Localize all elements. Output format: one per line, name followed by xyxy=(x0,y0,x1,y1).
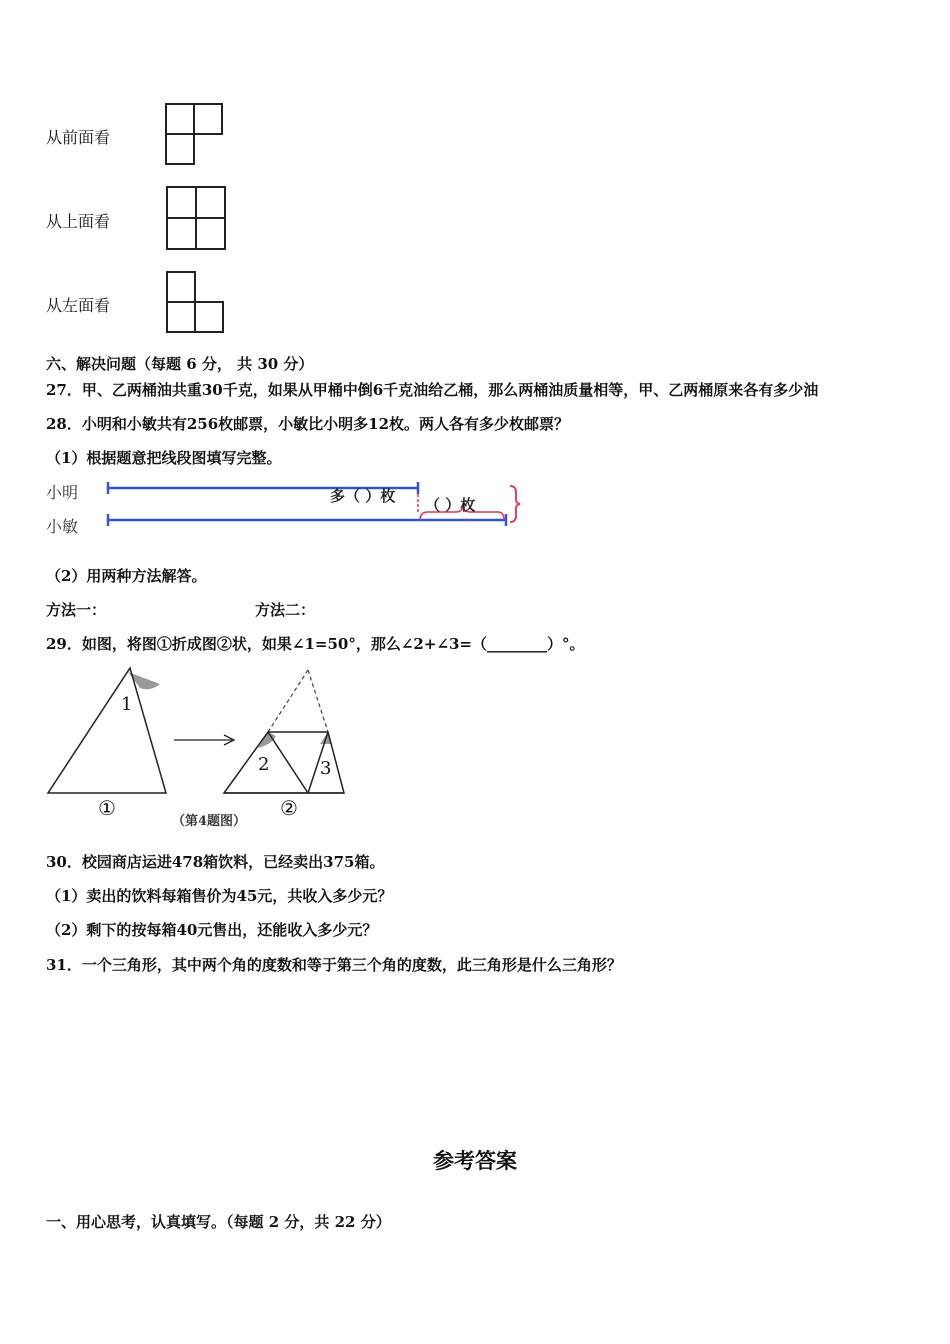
q29-text: 29．如图，将图①折成图②状，如果∠1=50°，那么∠2+∠3=（________）°。 xyxy=(46,635,585,653)
fig1-label: ① xyxy=(98,796,116,820)
top-view-label: 从上面看 xyxy=(46,212,111,231)
angle1-shade xyxy=(128,672,160,689)
q31-text: 31．一个三角形，其中两个角的度数和等于第三个角的度数，此三角形是什么三角形？ xyxy=(46,956,622,974)
label-xiaomin: 小敏 xyxy=(46,517,79,536)
top-view-figure xyxy=(160,183,232,255)
q30-part2: （2）剩下的按每箱40元售出，还能收入多少元？ xyxy=(46,921,378,939)
left-view-figure xyxy=(160,268,232,340)
front-view-label: 从前面看 xyxy=(46,128,111,147)
total-label: （ ）枚 xyxy=(425,496,476,514)
more-label: 多（ ）枚 xyxy=(330,487,396,505)
q28-part1: （1）根据题意把线段图填写完整。 xyxy=(46,449,282,467)
q30-part1: （1）卖出的饮料每箱售价为45元，共收入多少元？ xyxy=(46,887,393,905)
section6-heading: 六、解决问题（每题 6 分， 共 30 分） xyxy=(46,355,314,373)
label-xiaoming: 小明 xyxy=(46,483,79,502)
answers-title: 参考答案 xyxy=(433,1148,517,1173)
angle1-label: 1 xyxy=(121,694,133,715)
q27-text: 27．甲、乙两桶油共重30千克，如果从甲桶中倒6千克油给乙桶，那么两桶油质量相等，甲、乙两桶原来各有多少油 xyxy=(46,381,819,399)
left-view-label: 从左面看 xyxy=(46,296,111,315)
q30-text: 30．校园商店运进478箱饮料，已经卖出375箱。 xyxy=(46,853,385,871)
q28-text: 28．小明和小敏共有256枚邮票，小敏比小明多12枚。两人各有多少枚邮票？ xyxy=(46,415,570,433)
q29-figure xyxy=(40,660,360,835)
angle3-label: 3 xyxy=(320,758,332,779)
q28-part2: （2）用两种方法解答。 xyxy=(46,567,207,585)
answers-section1: 一、用心思考，认真填写。（每题 2 分，共 22 分） xyxy=(46,1213,391,1231)
angle2-label: 2 xyxy=(258,754,270,775)
fig-caption: （第4题图） xyxy=(172,814,247,829)
fig2-label: ② xyxy=(280,796,298,820)
total-brace xyxy=(510,486,520,522)
front-view-figure xyxy=(160,100,230,170)
q28-method1: 方法一： xyxy=(46,601,107,619)
q28-method2: 方法二： xyxy=(255,601,316,619)
